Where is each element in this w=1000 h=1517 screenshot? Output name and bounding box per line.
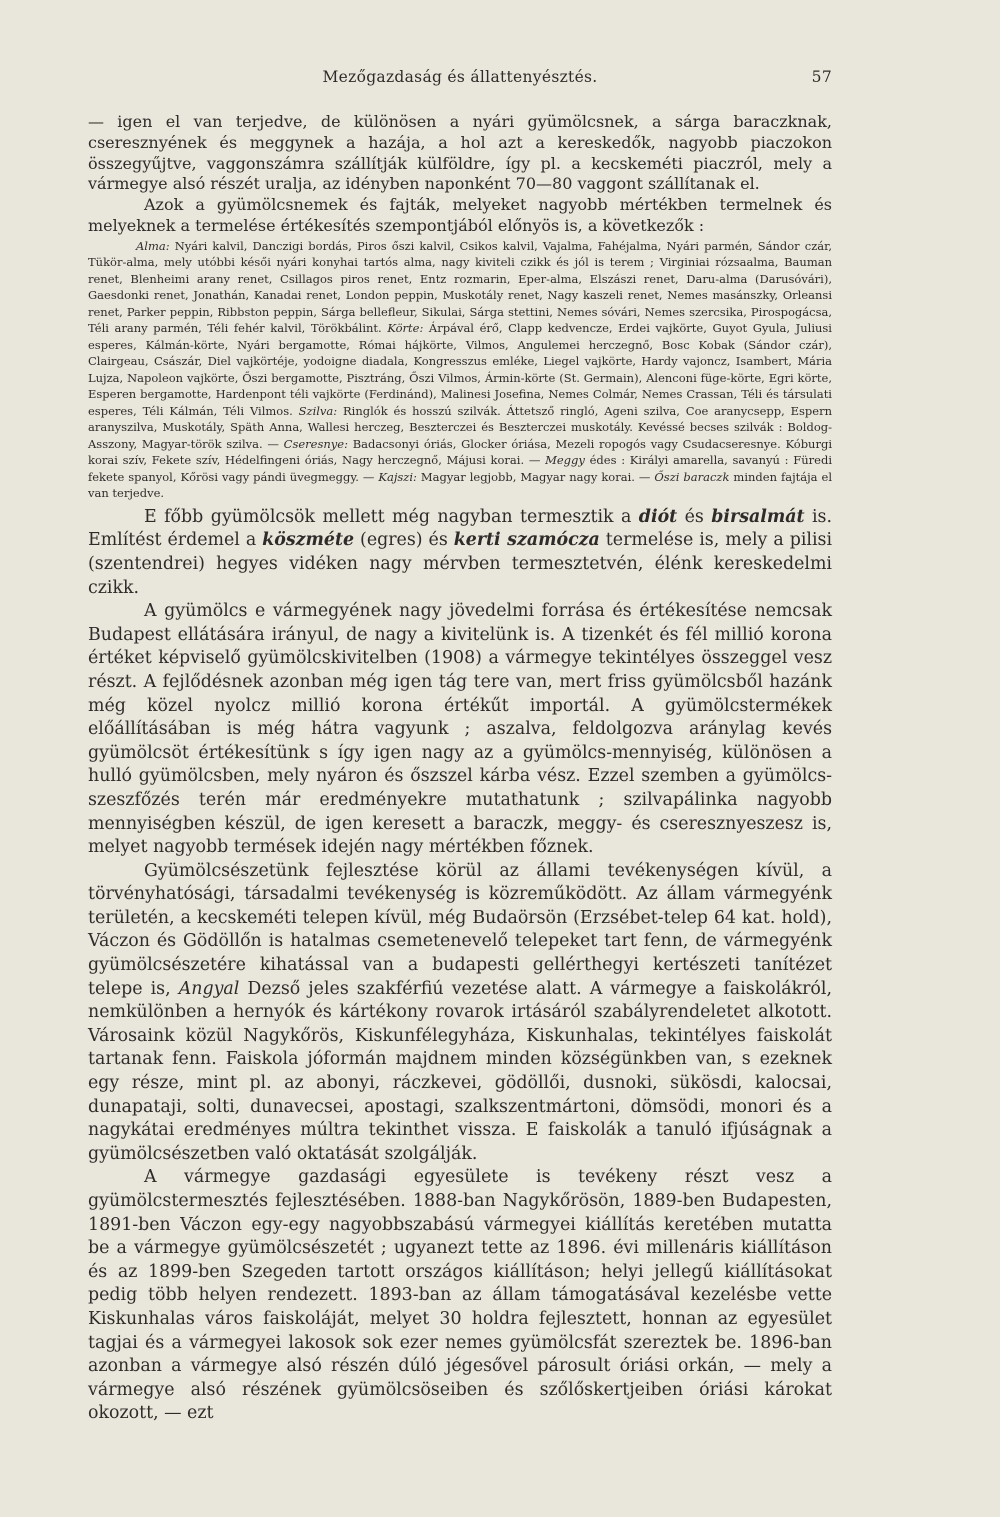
variety-text-szilva: Ringlók és hosszú szilvák. Áttetsző ringló, Ageni szilva, Coe aranycsepp, Espern aranyszilva, Muskotály, Späth Anna, Wallesi herczeg, Beszterczei és Beszterczei muskotály. Kevéssé becses szilvák : Boldog-Asszony, Magyar-török szilva. — xyxy=(88,403,833,451)
variety-text-cseresznye: Badacsonyi óriás, Glocker óriása, Mezeli ropogós vagy Csudacseresnye. Kóburgi korai szív, Fekete szív, Hédelfingeni óriás, Nagy herczegnő, Májusi korai. — xyxy=(88,436,832,468)
page-number: 57 xyxy=(811,68,832,86)
paragraph-development xyxy=(88,860,832,1167)
variety-text-oszi-baraczk: minden fajtája el van terjedve. xyxy=(88,469,833,501)
text-run: és xyxy=(677,506,712,527)
emphasis-szamoca: kerti szamócza xyxy=(453,530,600,551)
variety-text-kajszi: Magyar legjobb, Magyar nagy korai. — xyxy=(416,469,655,484)
variety-label-oszi-baraczk: Őszi baraczk xyxy=(654,469,730,484)
paragraph-association: A vármegye gazdasági egyesülete is tevékeny részt vesz a gyümölcstermesztés fejlesztésében. 1888-ban Nagykőrösön, 1889-ben Budapesten, 1891-ben Váczon egy-egy nagyobbszabású vármegyei kiállítás keretében mutatta be a vármegye gyümölcsészetét ; ugyanezt tette az 1896. évi millenáris kiállításon és az 1899-ben Szegeden tartott országos kiállításon; helyi jellegű kiállításokat pedig több helyen rendezett. 1893-ban az állam támogatásával kezelésbe vette Kiskunhalas város faiskoláját, melyet 30 holdra fejlesztett, honnan az egyesület tagjai és a vármegyei lakosok sok ezer nemes gyümölcsfát szereztek be. 1896-ban azonban a vármegye alsó részén dúló jégesővel párosult óriási orkán, — mely a vármegye alsó részének gyümölcsöseiben és szőlőskertjeiben óriási károkat okozott, — ezt xyxy=(88,1167,832,1424)
variety-label-szilva: Szilva: xyxy=(298,403,338,418)
text-run: Dezső jeles szakférfiú vezetése alatt. A vármegye a faiskolákról, nemkülönben a hernyók és kártékony rovarok irtásáról szabályrendeletet alkotott. Városaink közül Nagykőrös, Kiskunfélegyháza, Kiskunhalas, tekintélyes faiskolát tartanak fenn. Faiskola jóformán majdnem minden községünkben van, s ezeknek egy része, mint pl. az abonyi, ráczkevei, gödöllői, dusnoki, sükösdi, kalocsai, dunapataji, solti, dunavecsei, apostagi, szalkszentmártoni, dömsödi, monori és a nagykátai eredményes múltra tekinthet vissza. E faiskolák a tanuló ifjúságnak a gyümölcsészetben való oktatását szolgálják. xyxy=(88,978,832,1164)
variety-label-alma: Alma: xyxy=(136,238,170,253)
variety-list xyxy=(88,238,832,502)
emphasis-dio: diót xyxy=(638,506,678,527)
variety-label-korte: Körte: xyxy=(387,321,424,336)
text-run: is. Említést érdemel a xyxy=(88,506,832,551)
running-header xyxy=(88,68,832,96)
variety-label-kajszi: Kajszi: xyxy=(378,469,417,484)
variety-label-meggy: Meggy xyxy=(545,453,585,468)
paragraph-income: A gyümölcs e vármegyének nagy jövedelmi forrása és értékesítése nemcsak Budapest ellátására irányul, de nagy a kivitelünk is. A tizenkét és fél millió korona értéket képviselő gyümölcskivitelben (1908) a vármegye tekintélyes összeggel vesz részt. A fejlődésnek azonban még igen tág tere van, mert friss gyümölcsből hazánk még közel nyolcz millió korona értékűt importál. A gyümölcstermékek előállításában is még hátra vagyunk ; aszalva, feldolgozva aránylag kevés gyümölcsöt értékesítünk s így igen nagy az a gyümölcs-mennyiség, különösen a hulló gyümölcsben, mely nyáron és őszszel kárba vész. Ezzel szemben a gyümölcs-szeszfőzés terén már eredményekre mutathatunk ; szilvapálinka nagyobb mennyiségben készül, de igen keresett a baraczk, meggy- és cseresznyeszesz is, melyet nagyobb termések idején nagy mértékben főznek. xyxy=(88,601,832,858)
emphasis-angyal: Angyal xyxy=(178,978,240,999)
emphasis-birsalma: birsalmát xyxy=(711,506,805,527)
variety-label-cseresznye: Cseresnye: xyxy=(283,436,348,451)
paragraph-fruit-types: Azok a gyümölcsnemek és fajták, melyeket nagyobb mértékben termelnek és melyeknek a termelése értékesítés szempontjából előnyös is, a következők : xyxy=(88,195,832,235)
running-title: Mezőgazdaság és állattenyésztés. xyxy=(322,68,598,86)
variety-text-korte: Árpával érő, Clapp kedvencze, Erdei vajkörte, Guyot Gyula, Juliusi esperes, Kálmán-körte, Nyári bergamotte, Római hájkörte, Vilmos, Angulemei herczegnő, Bosc Kobak (Sándor czár), Clairgeau, Császár, Diel vajkörtéje, yodoigne diadala, Kongresszus emléke, Liegel vajkörte, Hardy vajoncz, Isambert, Mária Lujza, Napoleon vajkörte, Őszi bergamotte, Pisztráng, Őszi Vilmos, Ármin-körte (St. Germain), Alenconi füge-körte, Egri körte, Esperen bergamotte, Hardenpont téli vajkörte (Ferdinánd), Malinesi Josefina, Nemes Colmár, Nemes Crassan, Téli és társulati esperes, Téli Kálmán, Téli Vilmos. xyxy=(88,321,832,418)
paragraph-intro: — igen el van terjedve, de különösen a nyári gyümölcsnek, a sárga baraczknak, cseresznyének és meggynek a hazája, a hol azt a kereskedők, nagyobb piaczokon összegyűjtve, vaggonszámra szállítják külföldre, így pl. a kecskeméti piaczról, mely a vármegye alsó részét uralja, az idényben naponként 70—80 vaggont szállítanak el. xyxy=(88,112,832,194)
text-body xyxy=(88,112,832,1426)
variety-text-alma: Nyári kalvil, Danczigi bordás, Piros őszi kalvil, Csikos kalvil, Vajalma, Fahéjalma, Nyári parmén, Sándor czár, Tükör-alma, mely utóbbi késői nyári konyhai tartós alma, nagy kiviteli czikk és jól is terem ; Virginiai rózsaalma, Bauman renet, Blenheimi arany renet, Csillagos piros renet, Entz rozmarin, Eper-alma, Elszászi renet, Daru-alma (Darusóvári), Gaesdonki renet, Jonathán, Kanadai renet, London peppin, Muskotály renet, Nagy kaszeli renet, Nemes masánszky, Orleansi renet, Parker peppin, Ribbston peppin, Sárga bellefleur, Sikulai, Sárga stettini, Nemes sóvári, Nemes szercsika, Pirospogácsa, Téli arany parmén, Téli fehér kalvil, Törökbálint. xyxy=(88,238,832,336)
variety-text-meggy: édes : Királyi amarella, savanyú : Füredi fekete spanyol, Kőrösi vagy pándi üvegmeggy. — xyxy=(88,453,833,484)
text-run: (egres) és xyxy=(354,530,454,551)
emphasis-koszmete: köszméte xyxy=(262,530,355,551)
paragraph-other-fruits xyxy=(88,506,832,600)
text-run: E főbb gyümölcsök mellett még nagyban termesztik a xyxy=(144,506,639,527)
text-run: termelése is, mely a pilisi (szentendrei) hegyes vidéken nagy mérvben termesztetvén, élénk kereskedelmi czikk. xyxy=(88,530,833,598)
text-run: Gyümölcsészetünk fejlesztése körül az állami tevékenységen kívül, a törvényhatósági, társadalmi tevékenység is közreműködött. Az állam vármegyénk területén, a kecskeméti telepen kívül, még Budaörsön (Erzsébet-telep 64 kat. hold), Váczon és Gödöllőn is hatalmas csemetenevelő telepeket tart fenn, de vármegyénk gyümölcsészetére kihatással van a budapesti gellérthegyi kertészeti tanítézet telepe is, xyxy=(88,860,832,999)
